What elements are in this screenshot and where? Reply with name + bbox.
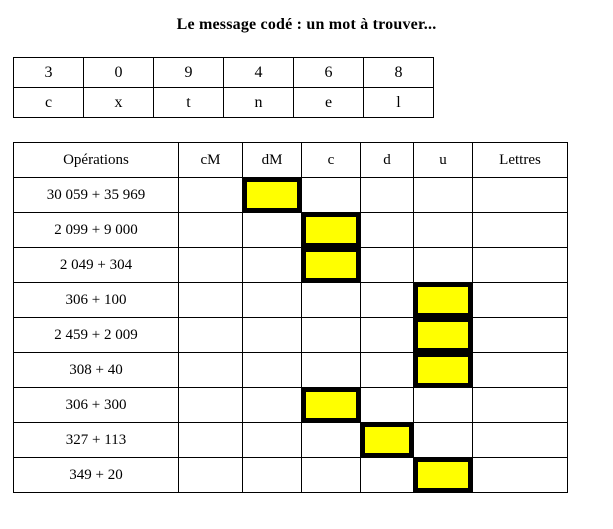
key-number-cell: 8 [364,58,434,88]
cell-cm[interactable] [179,213,243,248]
operation-label: 2 099 + 9 000 [14,213,179,248]
cell-cm[interactable] [179,178,243,213]
cell-lettre[interactable] [473,353,568,388]
cell-dm[interactable] [243,353,302,388]
key-letter-cell: x [84,88,154,118]
cell-c[interactable] [302,353,361,388]
column-header-cm: cM [179,143,243,178]
table-row [14,388,568,423]
operation-label: 306 + 300 [14,388,179,423]
cell-u[interactable] [414,248,473,283]
cell-lettre[interactable] [473,178,568,213]
key-number-cell: 9 [154,58,224,88]
cell-lettre[interactable] [473,423,568,458]
table-header-row [14,143,568,178]
highlighted-cell-c[interactable] [302,388,361,423]
column-header-d: d [361,143,414,178]
cell-c[interactable] [302,458,361,493]
operation-label: 30 059 + 35 969 [14,178,179,213]
table-row [14,248,568,283]
key-letter-cell: e [294,88,364,118]
operations-table [13,142,568,493]
cell-lettre[interactable] [473,388,568,423]
cell-d[interactable] [361,248,414,283]
table-row [14,318,568,353]
key-letter-cell: c [14,88,84,118]
cell-c[interactable] [302,283,361,318]
cell-dm[interactable] [243,248,302,283]
cell-dm[interactable] [243,423,302,458]
cell-cm[interactable] [179,248,243,283]
operation-label: 327 + 113 [14,423,179,458]
key-letter-cell: l [364,88,434,118]
highlighted-cell-u[interactable] [414,458,473,493]
table-row [14,178,568,213]
operation-label: 306 + 100 [14,283,179,318]
cell-cm[interactable] [179,318,243,353]
key-number-cell: 6 [294,58,364,88]
column-header-c: c [302,143,361,178]
key-number-cell: 0 [84,58,154,88]
cell-d[interactable] [361,213,414,248]
cell-u[interactable] [414,178,473,213]
column-header-dm: dM [243,143,302,178]
highlighted-cell-c[interactable] [302,248,361,283]
key-number-cell: 4 [224,58,294,88]
cell-lettre[interactable] [473,318,568,353]
cell-lettre[interactable] [473,213,568,248]
cell-cm[interactable] [179,353,243,388]
cell-lettre[interactable] [473,458,568,493]
table-row [14,458,568,493]
highlighted-cell-d[interactable] [361,423,414,458]
highlighted-cell-u[interactable] [414,283,473,318]
cell-c[interactable] [302,423,361,458]
cell-dm[interactable] [243,458,302,493]
cell-dm[interactable] [243,318,302,353]
cell-u[interactable] [414,423,473,458]
key-number-cell: 3 [14,58,84,88]
cell-dm[interactable] [243,283,302,318]
key-letters-row [14,88,434,118]
operation-label: 2 459 + 2 009 [14,318,179,353]
cell-lettre[interactable] [473,248,568,283]
key-letter-cell: n [224,88,294,118]
key-numbers-row [14,58,434,88]
highlighted-cell-c[interactable] [302,213,361,248]
table-row [14,353,568,388]
cell-d[interactable] [361,458,414,493]
highlighted-cell-u[interactable] [414,318,473,353]
operations-table-body [14,178,568,493]
cell-cm[interactable] [179,388,243,423]
operation-label: 2 049 + 304 [14,248,179,283]
column-header-u: u [414,143,473,178]
cell-d[interactable] [361,178,414,213]
cell-u[interactable] [414,213,473,248]
highlighted-cell-u[interactable] [414,353,473,388]
cell-c[interactable] [302,318,361,353]
cell-d[interactable] [361,353,414,388]
cell-dm[interactable] [243,213,302,248]
cell-dm[interactable] [243,388,302,423]
page-title: Le message codé : un mot à trouver... [176,16,437,33]
table-row [14,423,568,458]
key-letter-cell: t [154,88,224,118]
cell-cm[interactable] [179,423,243,458]
highlighted-cell-dm[interactable] [243,178,302,213]
cell-d[interactable] [361,388,414,423]
cell-cm[interactable] [179,283,243,318]
cell-d[interactable] [361,283,414,318]
table-row [14,283,568,318]
column-header-lettres: Lettres [473,143,568,178]
operation-label: 349 + 20 [14,458,179,493]
cell-d[interactable] [361,318,414,353]
operation-label: 308 + 40 [14,353,179,388]
cell-cm[interactable] [179,458,243,493]
cell-u[interactable] [414,388,473,423]
column-header-operations: Opérations [14,143,179,178]
code-key-table [13,57,434,118]
cell-c[interactable] [302,178,361,213]
cell-lettre[interactable] [473,283,568,318]
table-row [14,213,568,248]
